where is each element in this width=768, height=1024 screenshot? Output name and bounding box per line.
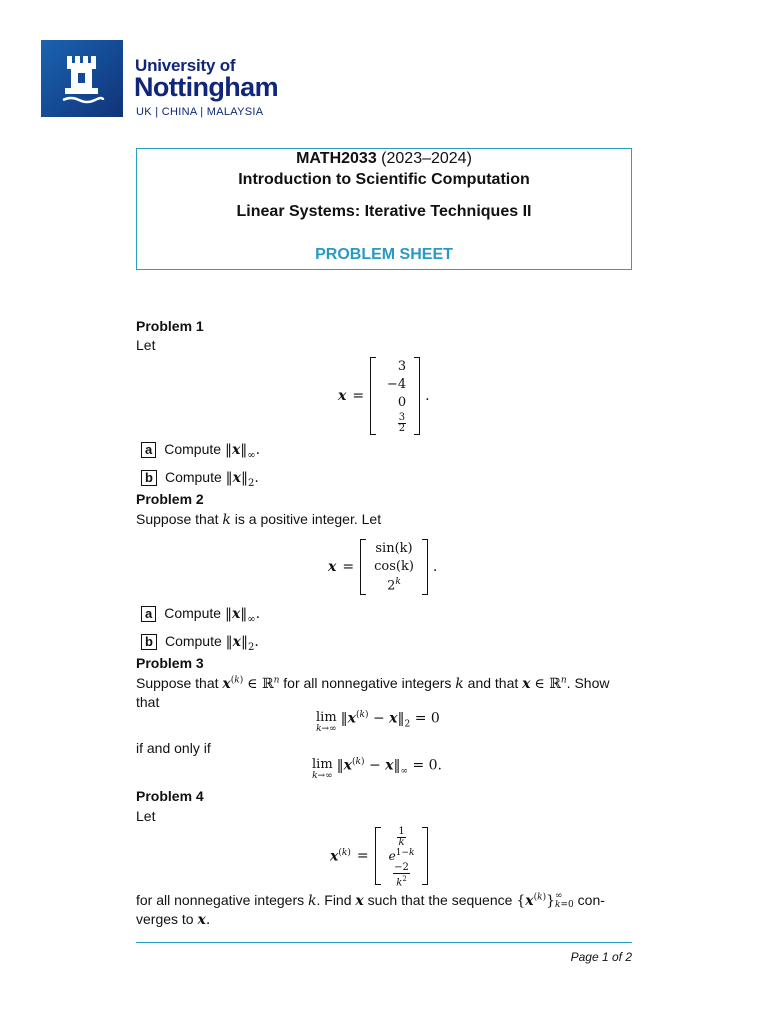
- vector-entry-fraction: $\frac{-2}{k^2}$: [394, 862, 409, 889]
- vector-entry: sin(k): [375, 540, 413, 556]
- course-title: Introduction to Scientific Computation: [238, 171, 530, 188]
- page-number: Page 1 of 2: [570, 950, 632, 964]
- problem-4-heading: Problem 4: [136, 788, 204, 804]
- university-logo-crest: [41, 40, 123, 117]
- castle-icon: [41, 40, 123, 117]
- part-tag: b: [141, 634, 157, 650]
- problem-1-intro: Let: [136, 337, 156, 353]
- problem-1-heading: Problem 1: [136, 318, 204, 334]
- problem-3-that: that: [136, 694, 160, 710]
- topic-title: Linear Systems: Iterative Techniques II: [236, 203, 532, 220]
- problem-4-sequence-definition: $x^{(k)}$ = $\frac{1}{k}$ $e^{1-k}$ $\frac{-2}{k^2}$: [330, 826, 428, 886]
- title-box: [136, 148, 632, 270]
- problem-2-vector-equation: x = sin(k) cos(k) 2$^k$ .: [328, 540, 438, 594]
- problem-1-part-a: a Compute $‖x‖_\infty$.: [141, 441, 260, 461]
- problem-4-statement: for all nonnegative integers k. Find x such that the sequence $\{x^{(k)}\}$ ∞ k=0 con-: [136, 891, 605, 911]
- problem-2-part-a: a Compute $‖x‖_\infty$.: [141, 605, 260, 625]
- vector-entry: cos(k): [374, 558, 414, 574]
- logo-campuses: UK | CHINA | MALAYSIA: [136, 106, 264, 118]
- course-year: (2023–2024): [376, 150, 472, 167]
- vector-entry-fraction: $\frac{1}{k}$: [398, 826, 405, 848]
- problem-3-iff: if and only if: [136, 740, 211, 756]
- problem-3-statement: Suppose that $x^{(k)}$ ∈ ℝ$^n$ for all nonnegative integers k and that x ∈ ℝ$^n$. Show: [136, 675, 610, 692]
- problem-4-statement-cont: verges to x.: [136, 911, 211, 928]
- logo-university-of: University of: [135, 56, 236, 75]
- problem-2-part-b: b Compute $‖x‖_2$.: [141, 633, 259, 653]
- vector-entry: 2$^k$: [387, 577, 401, 594]
- sheet-label: PROBLEM SHEET: [315, 246, 453, 263]
- footer-rule: [136, 942, 632, 943]
- vector-entry: $e^{1-k}$: [388, 848, 415, 863]
- vector-entry: 3: [397, 358, 407, 374]
- problem-1-vector-equation: x = 3 −4 0 $\frac{3}{2}$ .: [338, 358, 430, 434]
- vector-matrix: [375, 826, 429, 889]
- vector-entry-fraction: $\frac{3}{2}$: [398, 411, 406, 434]
- part-tag: a: [141, 606, 156, 622]
- problem-3-limit-2-norm: lim k→∞ $‖x^{(k)}$ − $x‖_2 = 0$: [316, 710, 440, 734]
- problem-1-part-b: b Compute $‖x‖_2$.: [141, 469, 259, 489]
- part-tag: a: [141, 442, 156, 458]
- part-tag: b: [141, 470, 157, 486]
- problem-4-intro: Let: [136, 808, 156, 824]
- problem-3-heading: Problem 3: [136, 655, 204, 671]
- vector-entry: −4: [386, 376, 407, 392]
- problem-2-intro: Suppose that k is a positive integer. Let: [136, 511, 382, 528]
- vector-entry: 0: [397, 394, 407, 410]
- course-code-line: [137, 150, 631, 168]
- vector-matrix: [360, 539, 428, 595]
- problem-2-heading: Problem 2: [136, 491, 204, 507]
- logo-nottingham: Nottingham: [134, 72, 278, 102]
- vector-matrix: [370, 357, 420, 435]
- course-code: MATH2033: [296, 150, 377, 167]
- problem-3-limit-inf-norm: lim k→∞ $‖x^{(k)}$ − $x‖_\infty = 0$.: [312, 757, 443, 781]
